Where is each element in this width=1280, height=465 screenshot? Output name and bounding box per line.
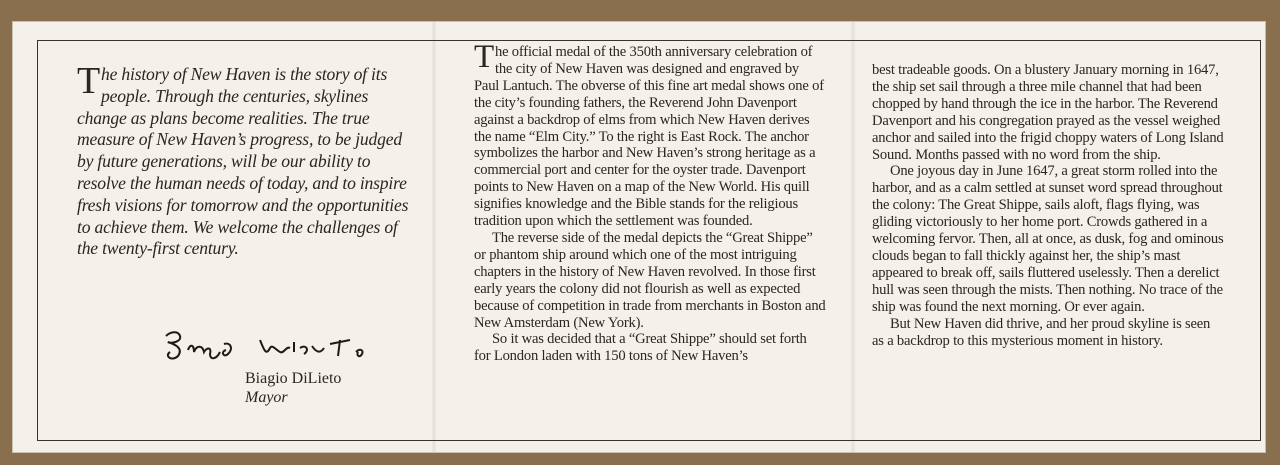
intro-dropcap: T <box>77 60 101 102</box>
signature-image <box>160 322 390 372</box>
intro-text: he history of New Haven is the story of its people. Through the centuries, skylines change as plans become realities. The true measure of New Haven’s progress, to be judged by future generations, will be our ability to resolve the human needs of today, and to inspire fresh visions for tomorrow and the opportunities to achieve them. We welcome the challenges of the twenty-first century. <box>77 64 409 259</box>
ship-paragraph-1: best tradeable goods. On a blustery January morning in 1647, the ship set sail through a three mile channel that had been chopped by hand through the ice in the harbor. The Reverend Davenport and his congregation prayed as the vessel weighed anchor and sailed into the frigid choppy waters of Long Island Sound. Months passed with no word from the ship. <box>872 62 1224 163</box>
signer-name: Biagio DiLieto <box>245 370 342 387</box>
medal-paragraph-1: The official medal of the 350th anniversary celebration of the city of New Haven was designed and engraved by Paul Lantuch. The obverse of this fine art medal shows one of the city’s founding fathers, the Reverend John Davenport against a backdrop of elms from which New Haven derives the name “Elm City.” To the right is East Rock. The anchor symbolizes the harbor and New Haven’s strong heritage as a commercial port and center for the oyster trade. Davenport points to New Haven on a map of the New World. His quill signifies knowledge and the Bible stands for the religious tradition upon which the settlement was founded. <box>474 39 824 230</box>
medal-description-column <box>474 39 826 365</box>
signer-title: Mayor <box>245 389 288 406</box>
signer-block <box>245 369 341 407</box>
signature-text: Biagio DiLieto <box>160 322 167 323</box>
medal-paragraph-2: The reverse side of the medal depicts the “Great Shippe” or phantom ship around which one of the most intriguing chapters in the history of New Haven revolved. In those first early years the colony did not flourish as well as expected because of competition in trade from merchants in Boston and New Amsterdam (New York). <box>474 229 826 331</box>
ship-story-column <box>872 62 1224 349</box>
medal-paragraph-3: So it was decided that a “Great Shippe” should set forth for London laden with 150 tons of New Haven’s <box>474 331 807 365</box>
ship-paragraph-3: But New Haven did thrive, and her proud skyline is seen as a backdrop to this mysterious moment in history. <box>872 315 1211 349</box>
intro-column <box>77 60 417 260</box>
medal-dropcap: T <box>474 39 494 75</box>
ship-paragraph-2: One joyous day in June 1647, a great storm rolled into the harbor, and as a calm settled at sunset word spread throughout the colony: The Great Shippe, sails aloft, flags flying, was gliding victoriously to her home port. Crowds gathered in a welcoming fervor. Then, all at once, as dusk, fog and ominous clouds began to fall thickly against her, the ship’s mast appeared to break off, sails fluttered uselessly. Then a derelict hull was seen through the mists. Then nothing. No trace of the ship was found the next morning. Or ever again. <box>872 163 1224 315</box>
